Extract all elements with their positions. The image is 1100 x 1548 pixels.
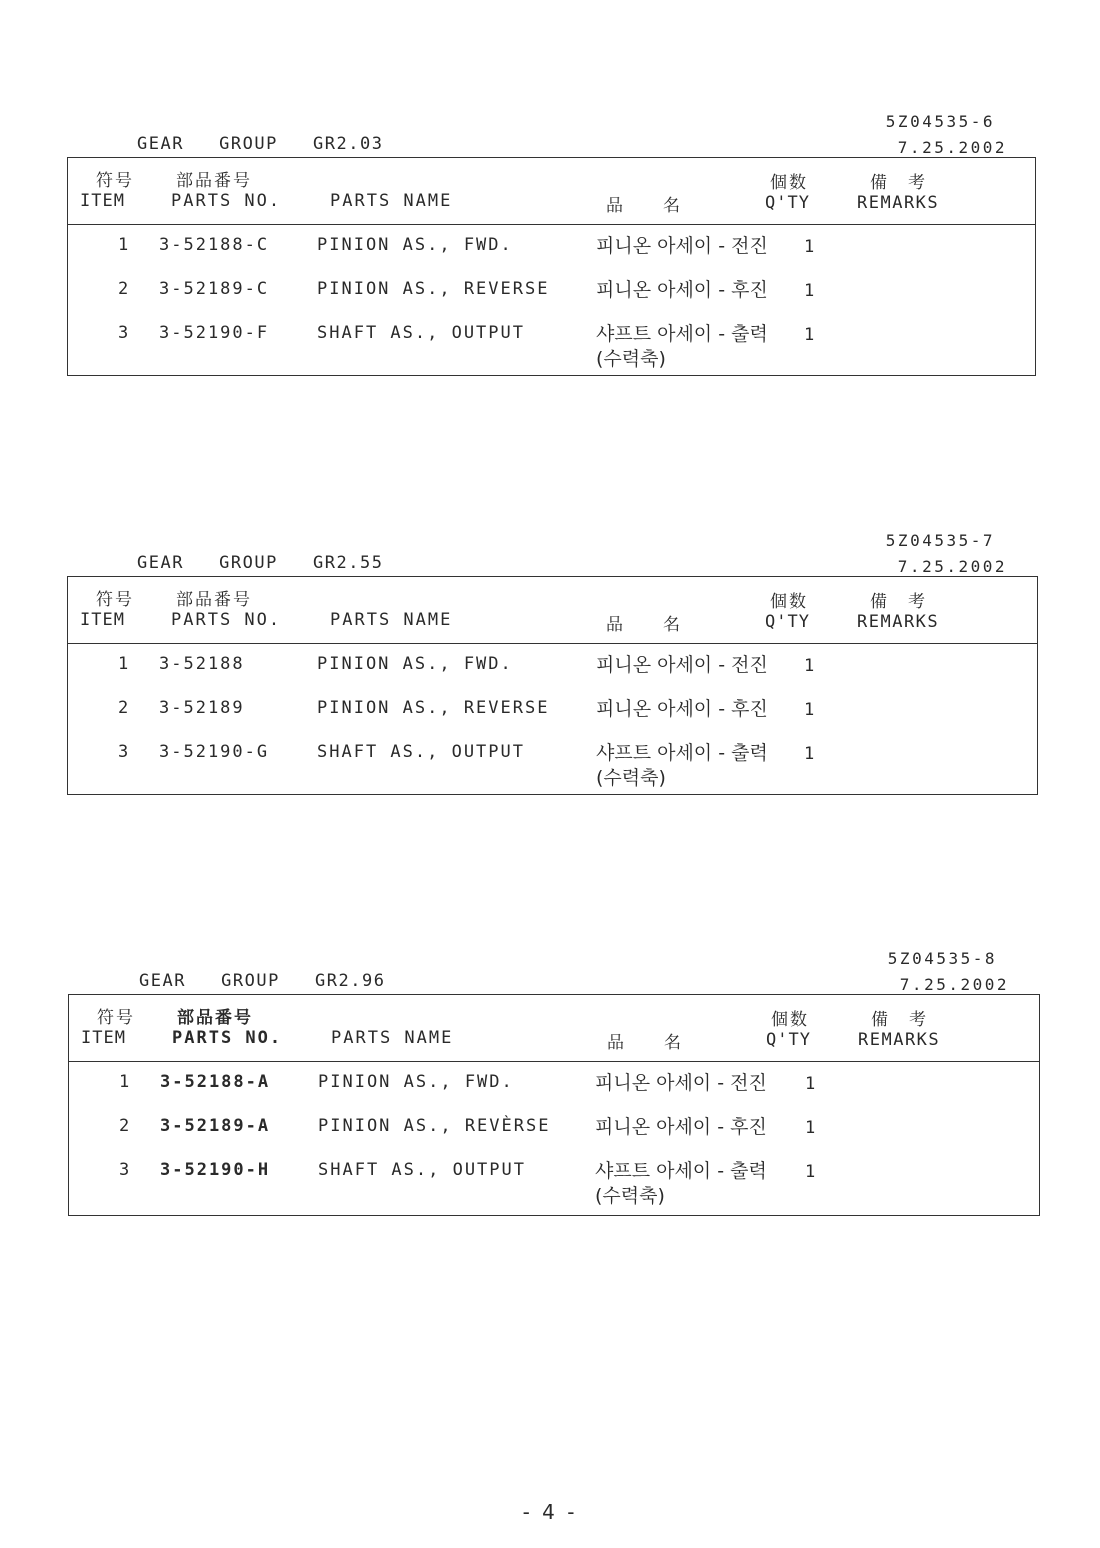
group-title: GEAR GROUP GR2.96: [139, 971, 386, 991]
parts-table: [67, 576, 1038, 795]
item-number: 2: [118, 279, 131, 299]
parts-section-gr2-96: [0, 949, 1100, 1391]
header-remarks: REMARKS: [857, 612, 940, 632]
header-korean-name: 品 名: [607, 1033, 683, 1053]
item-number: 1: [119, 1072, 132, 1092]
korean-part-name-note: (수력축): [595, 1185, 665, 1207]
quantity: 1: [804, 744, 817, 764]
header-parts-name: PARTS NAME: [331, 1028, 454, 1048]
quantity: 1: [805, 1118, 818, 1138]
document-date: 7.25.2002: [897, 138, 1007, 157]
group-title: GEAR GROUP GR2.55: [137, 553, 384, 573]
korean-part-name: 샤프트 아세이 - 출력: [596, 323, 768, 345]
header-remarks: REMARKS: [858, 1030, 941, 1050]
item-number: 1: [118, 235, 131, 255]
item-number: 2: [119, 1116, 132, 1136]
item-number: 1: [118, 654, 131, 674]
quantity: 1: [804, 325, 817, 345]
part-number: 3-52190-H: [160, 1160, 271, 1180]
document-date: 7.25.2002: [897, 557, 1007, 576]
header-divider: [68, 224, 1035, 225]
header-item: ITEM: [80, 610, 125, 630]
header-qty-cjk: 個数: [770, 173, 808, 193]
quantity: 1: [804, 237, 817, 257]
document-code: 5Z04535-7: [885, 531, 995, 550]
korean-part-name: 피니온 아세이 - 후진: [595, 1116, 767, 1138]
header-qty-cjk: 個数: [771, 1010, 809, 1030]
document-date: 7.25.2002: [899, 975, 1009, 994]
header-remarks-cjk: 備 考: [870, 173, 927, 193]
header-parts-name: PARTS NAME: [330, 610, 453, 630]
part-number: 3-52189-A: [160, 1116, 271, 1136]
header-parts-no-cjk: 部品番号: [176, 171, 252, 191]
header-qty: Q'TY: [766, 1030, 811, 1050]
document-code: 5Z04535-8: [887, 949, 997, 968]
item-number: 3: [119, 1160, 132, 1180]
header-remarks-cjk: 備 考: [870, 592, 927, 612]
part-number: 3-52188: [159, 654, 245, 674]
quantity: 1: [805, 1074, 818, 1094]
header-parts-no: PARTS NO.: [172, 1028, 283, 1048]
part-name: PINION AS., FWD.: [317, 235, 513, 255]
header-item: ITEM: [81, 1028, 126, 1048]
part-name: PINION AS., FWD.: [317, 654, 513, 674]
header-parts-name: PARTS NAME: [330, 191, 453, 211]
header-qty: Q'TY: [765, 612, 810, 632]
header-item-cjk: 符号: [96, 171, 134, 191]
part-number: 3-52188-C: [159, 235, 270, 255]
header-parts-no: PARTS NO.: [171, 191, 282, 211]
group-title: GEAR GROUP GR2.03: [137, 134, 384, 154]
korean-part-name: 피니온 아세이 - 후진: [596, 698, 768, 720]
part-name: PINION AS., REVERSE: [317, 279, 550, 299]
part-name: PINION AS., REVERSE: [317, 698, 550, 718]
korean-part-name: 피니온 아세이 - 전진: [596, 235, 768, 257]
header-item-cjk: 符号: [96, 590, 134, 610]
part-number: 3-52190-F: [159, 323, 270, 343]
parts-section-gr2-03: [0, 112, 1100, 554]
part-name: PINION AS., FWD.: [318, 1072, 514, 1092]
parts-table: [68, 994, 1040, 1216]
parts-section-gr2-55: [0, 531, 1100, 973]
part-name: SHAFT AS., OUTPUT: [317, 323, 525, 343]
korean-part-name: 피니온 아세이 - 후진: [596, 279, 768, 301]
item-number: 2: [118, 698, 131, 718]
quantity: 1: [804, 281, 817, 301]
header-qty: Q'TY: [765, 193, 810, 213]
header-parts-no: PARTS NO.: [171, 610, 282, 630]
korean-part-name: 샤프트 아세이 - 출력: [596, 742, 768, 764]
korean-part-name: 피니온 아세이 - 전진: [596, 654, 768, 676]
part-number: 3-52190-G: [159, 742, 270, 762]
quantity: 1: [805, 1162, 818, 1182]
header-divider: [69, 1061, 1039, 1062]
part-number: 3-52189: [159, 698, 245, 718]
header-korean-name: 品 名: [606, 615, 682, 635]
korean-part-name: 샤프트 아세이 - 출력: [595, 1160, 767, 1182]
korean-part-name: 피니온 아세이 - 전진: [595, 1072, 767, 1094]
header-parts-no-cjk: 部品番号: [177, 1008, 253, 1028]
korean-part-name-note: (수력축): [596, 767, 666, 789]
item-number: 3: [118, 742, 131, 762]
header-divider: [68, 643, 1037, 644]
header-remarks: REMARKS: [857, 193, 940, 213]
header-korean-name: 品 名: [606, 196, 682, 216]
header-item-cjk: 符号: [97, 1008, 135, 1028]
item-number: 3: [118, 323, 131, 343]
quantity: 1: [804, 656, 817, 676]
part-number: 3-52188-A: [160, 1072, 271, 1092]
part-name: PINION AS., REVÈRSE: [318, 1116, 551, 1136]
header-qty-cjk: 個数: [770, 592, 808, 612]
header-parts-no-cjk: 部品番号: [176, 590, 252, 610]
part-name: SHAFT AS., OUTPUT: [317, 742, 525, 762]
part-number: 3-52189-C: [159, 279, 270, 299]
quantity: 1: [804, 700, 817, 720]
parts-table: [67, 157, 1036, 376]
header-remarks-cjk: 備 考: [871, 1010, 928, 1030]
part-name: SHAFT AS., OUTPUT: [318, 1160, 526, 1180]
korean-part-name-note: (수력축): [596, 348, 666, 370]
page-number: - 4 -: [522, 1500, 578, 1524]
document-code: 5Z04535-6: [885, 112, 995, 131]
header-item: ITEM: [80, 191, 125, 211]
